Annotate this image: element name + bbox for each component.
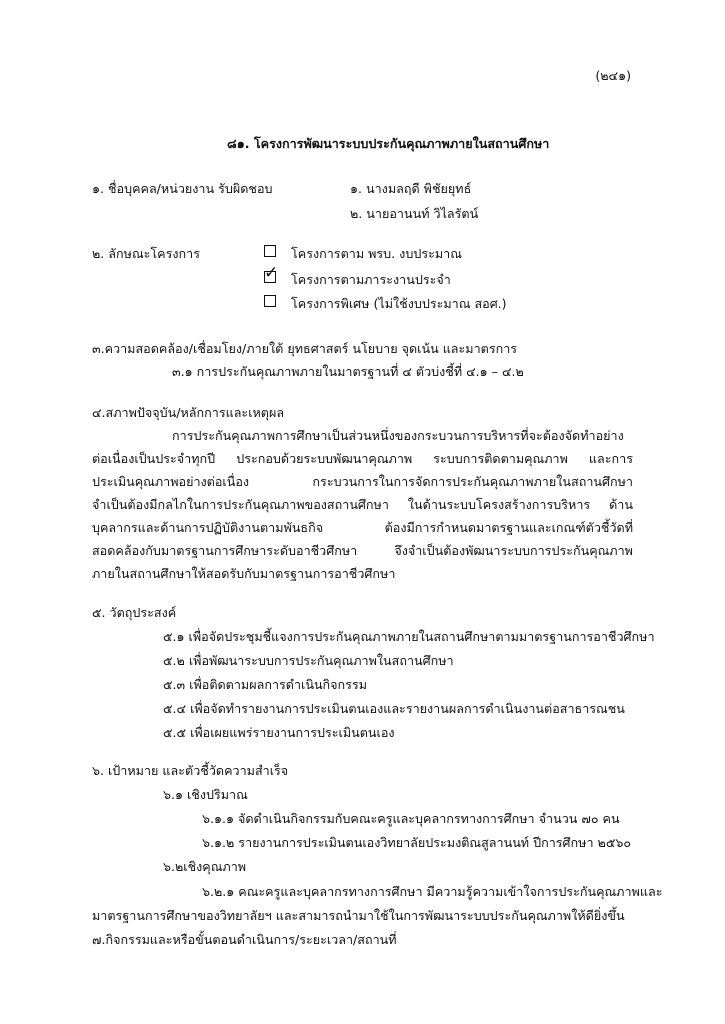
checkmark-icon: ✓ bbox=[264, 263, 279, 283]
checkbox-budget-project bbox=[264, 245, 276, 257]
section-5-heading: ๕. วัตถุประสงค์ bbox=[92, 605, 177, 620]
section-2-heading: ๒. ลักษณะโครงการ bbox=[92, 246, 200, 261]
section-7-heading: ๗.กิจกรรมและหรือขั้นตอนดำเนินการ/ระยะเวลา/สถานที่ bbox=[92, 932, 397, 947]
quantity-item: ๖.๑.๒ รายงานการประเมินตนเองวิทยาลัยประมงติณสูลานนท์ ปีการศึกษา ๒๕๖๐ bbox=[202, 835, 632, 850]
quality-line: มาตรฐานการศึกษาของวิทยาลัยฯ และสามารถนำมาใช้ในการพัฒนาระบบประกันคุณภาพให้ดียิ่งขึ้น bbox=[92, 908, 625, 923]
quantity-item: ๖.๑.๑ จัดดำเนินกิจกรรมกับคณะครูและบุคลากรทางการศึกษา จำนวน ๗๐ คน bbox=[202, 811, 620, 826]
objective-item: ๕.๕ เพื่อเผยแพร่รายงานการประเมินตนเอง bbox=[163, 725, 395, 740]
objective-item: ๕.๒ เพื่อพัฒนาระบบการประกันคุณภาพในสถานศึกษา bbox=[163, 653, 454, 668]
objective-item: ๕.๔ เพื่อจัดทำรายงานการประเมินตนเองและรายงานผลการดำเนินงานต่อสาธารณชน bbox=[163, 701, 625, 716]
checkbox-special-project bbox=[264, 295, 276, 307]
section-6-heading: ๖. เป้าหมาย และตัวชี้วัดความสำเร็จ bbox=[92, 763, 289, 778]
option-routine-project: โครงการตามภาระงานประจำ bbox=[291, 272, 451, 287]
paragraph-line: ต่อเนื่องเป็นประจำทุกปี ประกอบด้วยระบบพัฒนาคุณภาพ ระบบการติดตามคุณภาพ และการ bbox=[92, 451, 633, 466]
section-4-heading: ๔.สภาพปัจจุบัน/หลักการและเหตุผล bbox=[92, 405, 285, 420]
responsible-person-1: ๑. นางมลฤดี พิชัยยุทธ์ bbox=[350, 181, 472, 196]
option-special-project: โครงการพิเศษ (ไม่ใช้งบประมาณ สอศ.) bbox=[291, 296, 507, 311]
paragraph-line: สอดคล้องกับมาตรฐานการศึกษาระดับอาชีวศึกษา จึงจำเป็นต้องพัฒนาระบบการประกันคุณภาพ bbox=[92, 543, 633, 558]
paragraph-line: ประเมินคุณภาพอย่างต่อเนื่อง กระบวนการในการจัดการประกันคุณภาพภายในสถานศึกษา bbox=[92, 474, 633, 489]
quantity-heading: ๖.๑ เชิงปริมาณ bbox=[163, 787, 248, 802]
paragraph-line: ภายในสถานศึกษาให้สอดรับกับมาตรฐานการอาชีวศึกษา bbox=[92, 566, 396, 581]
quality-heading: ๖.๒เชิงคุณภาพ bbox=[163, 859, 247, 874]
section-1-heading: ๑. ชื่อบุคคล/หน่วยงาน รับผิดชอบ bbox=[92, 181, 273, 196]
objective-item: ๕.๓ เพื่อติดตามผลการดำเนินกิจกรรม bbox=[163, 677, 368, 692]
objective-item: ๕.๑ เพื่อจัดประชุมชี้แจงการประกันคุณภาพภายในสถานศึกษาตามมาตรฐานการอาชีวศึกษา bbox=[163, 629, 655, 644]
paragraph-line: บุคลากรและด้านการปฏิบัติงานตามพันธกิจ ต้องมีการกำหนดมาตรฐานและเกณฑ์ตัวชี้วัดที่ bbox=[92, 520, 633, 535]
paragraph-line: จำเป็นต้องมีกลไกในการประกันคุณภาพของสถานศึกษา ในด้านระบบโครงสร้างการบริหาร ด้าน bbox=[92, 497, 633, 512]
page-number: (๒๔๑) bbox=[595, 68, 631, 83]
project-title: ๘๑. โครงการพัฒนาระบบประกันคุณภาพภายในสถานศึกษา bbox=[227, 136, 550, 151]
checkbox-routine-project bbox=[264, 263, 279, 283]
paragraph-line: การประกันคุณภาพการศึกษาเป็นส่วนหนึ่งของกระบวนการบริหารที่จะต้องจัดทำอย่าง bbox=[172, 428, 624, 443]
quality-line: ๖.๒.๑ คณะครูและบุคลากรทางการศึกษา มีความรู้ความเข้าใจการประกันคุณภาพและ bbox=[202, 884, 663, 899]
section-3-heading: ๓.ความสอดคล้อง/เชื่อมโยง/ภายใต้ ยุทธศาสตร์ นโยบาย จุดเน้น และมาตรการ bbox=[92, 341, 518, 356]
section-3-item: ๓.๑ การประกันคุณภาพภายในมาตรฐานที่ ๔ ตัวบ่งชี้ที่ ๔.๑ – ๔.๒ bbox=[172, 364, 524, 379]
option-budget-project: โครงการตาม พรบ. งบประมาณ bbox=[291, 246, 462, 261]
responsible-person-2: ๒. นายอานนท์ วิไลรัตน์ bbox=[350, 206, 479, 221]
